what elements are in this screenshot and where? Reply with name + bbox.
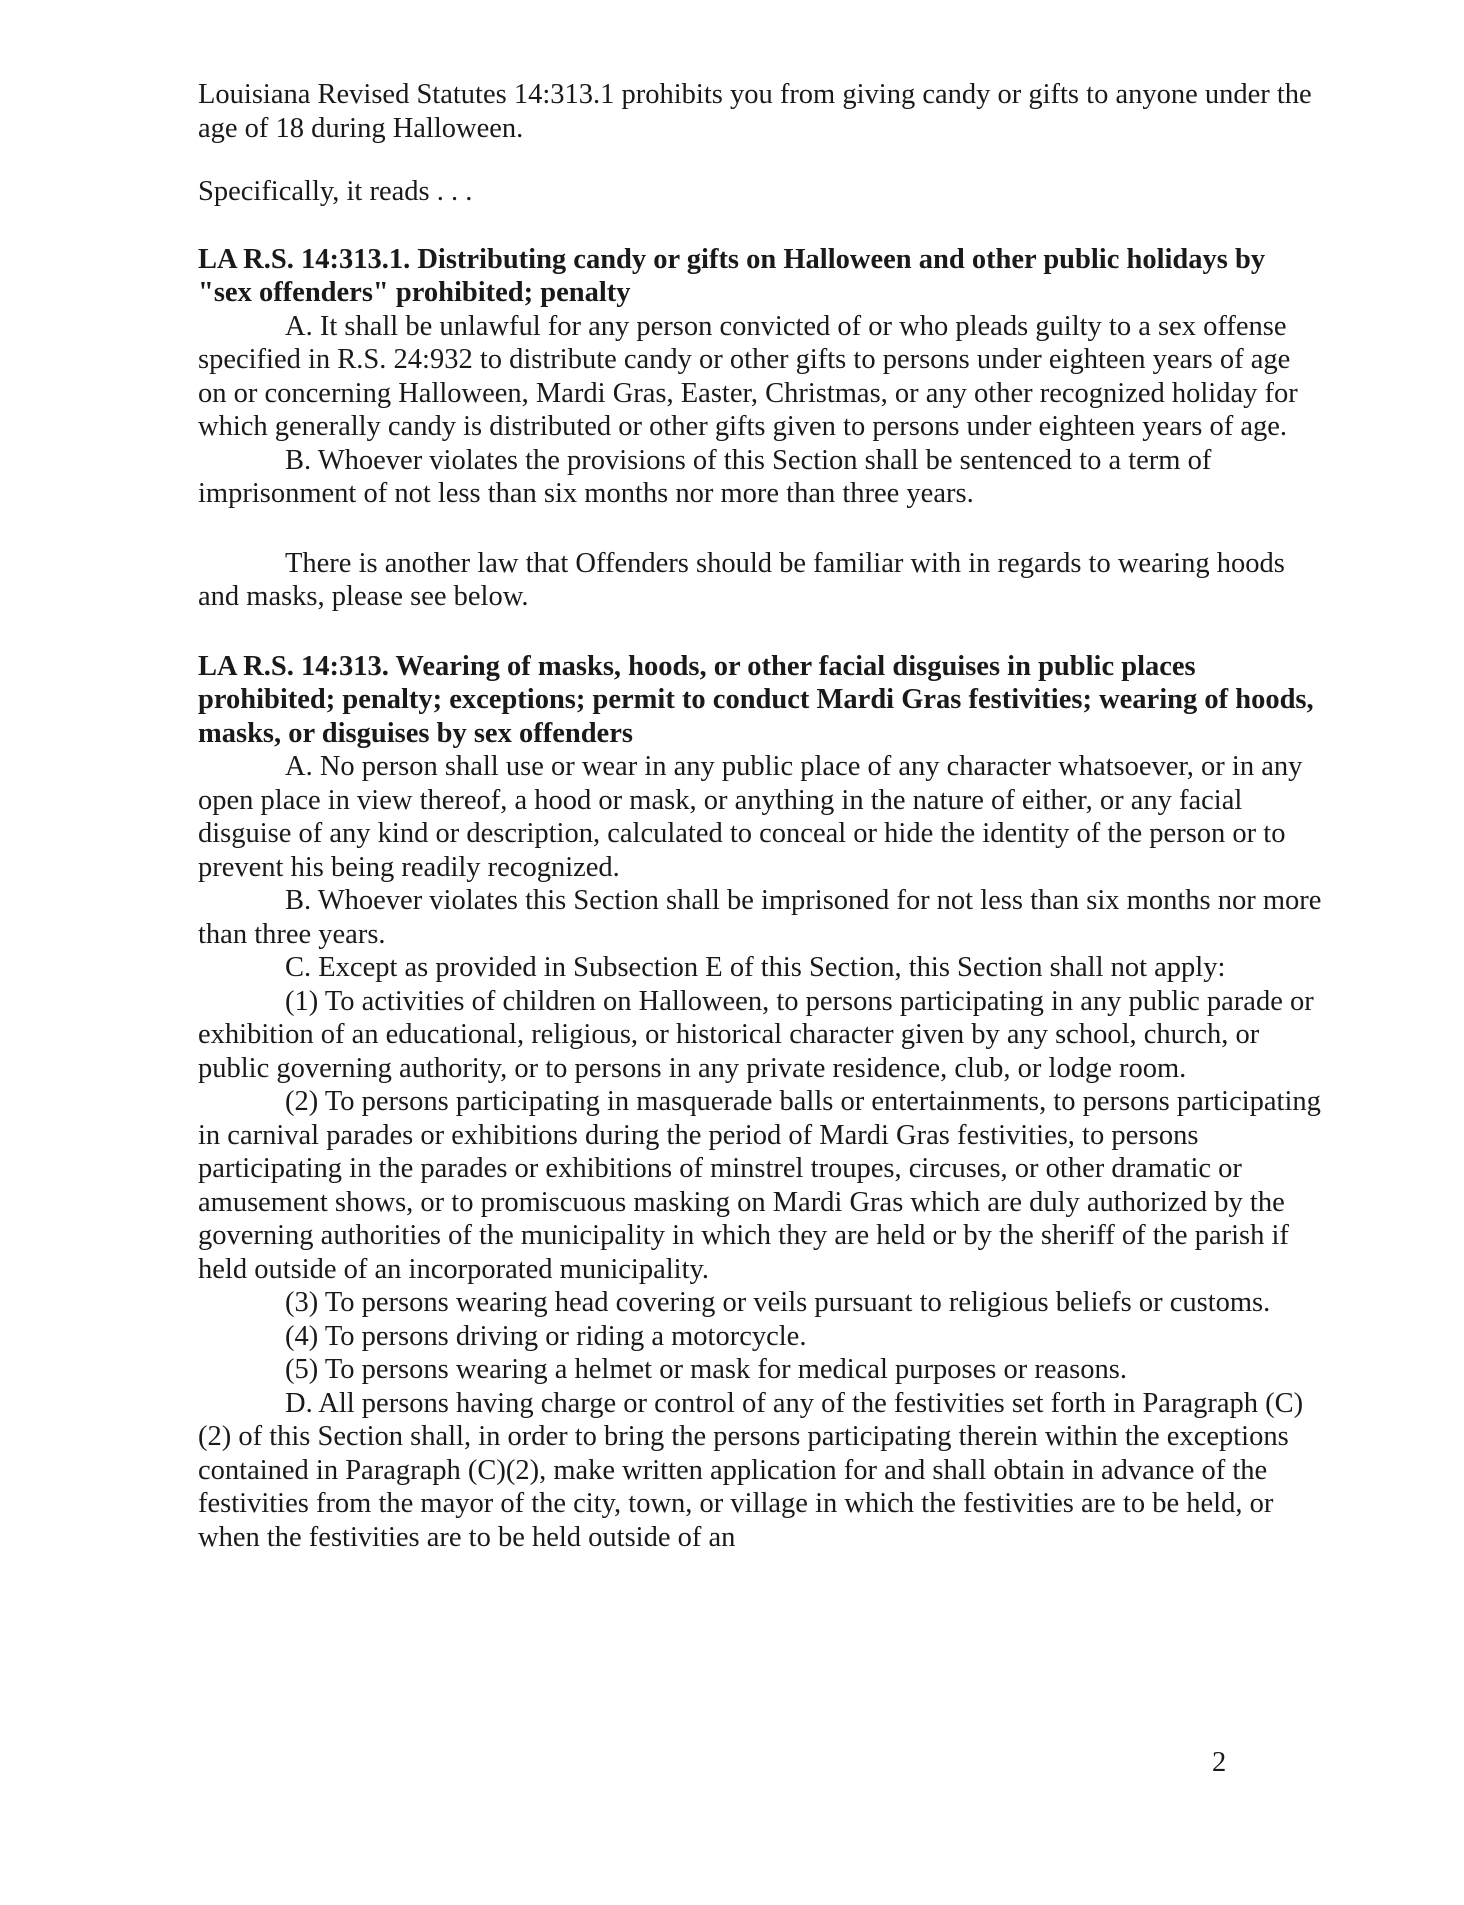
statute-2-para-c3: (3) To persons wearing head covering or veils pursuant to religious beliefs or customs. — [285, 1287, 1271, 1318]
statute-2-para-c1: (1) To activities of children on Halloween, to persons participating in any public parade or exhibition of an educational, religious, or historical character given by any school, church, or public governing authority, or to persons in any private residence, club, or lodge room. — [198, 985, 1314, 1084]
page-number: 2 — [1212, 1747, 1227, 1778]
statute-2-para-d: D. All persons having charge or control of any of the festivities set forth in Paragraph (C)(2) of this Section shall, in order to bring the persons participating therein within the exceptions contained in Paragraph (C)(2), make written application for and shall obtain in advance of the festivities from the mayor of the city, town, or village in which the festivities are to be held, or when the festivities are to be held outside of an — [198, 1387, 1304, 1553]
statute-1-para-a: A. It shall be unlawful for any person convicted of or who pleads guilty to a sex offense specified in R.S. 24:932 to distribute candy or other gifts to persons under eighteen years of age on or concerning Halloween, Mardi Gras, Easter, Christmas, or any other recognized holiday for which generally candy is distributed or other gifts given to persons under eighteen years of age. — [198, 310, 1298, 442]
intro-paragraph: Louisiana Revised Statutes 14:313.1 prohibits you from giving candy or gifts to anyone under the age of 18 during Halloween. — [198, 79, 1312, 144]
transition-paragraph: There is another law that Offenders should be familiar with in regards to wearing hoods and masks, please see below. — [198, 547, 1285, 612]
statute-2-para-c4: (4) To persons driving or riding a motorcycle. — [285, 1320, 807, 1352]
statute-2-heading: LA R.S. 14:313. Wearing of masks, hoods, or other facial disguises in public places prohibited; penalty; exceptions; permit to conduct Mardi Gras festivities; wearing of hoods, masks, or disguises by sex offenders — [198, 650, 1314, 749]
document-page — [198, 78, 1323, 1554]
statute-1-heading: LA R.S. 14:313.1. Distributing candy or gifts on Halloween and other public holidays by "sex offenders" prohibited; penalty — [198, 243, 1266, 308]
statute-2-para-c: C. Except as provided in Subsection E of this Section, this Section shall not apply: — [285, 952, 1226, 983]
statute-2-para-c5: (5) To persons wearing a helmet or mask for medical purposes or reasons. — [285, 1354, 1127, 1385]
intro-lead-in: Specifically, it reads . . . — [198, 176, 473, 207]
statute-2-para-b: B. Whoever violates this Section shall be imprisoned for not less than six months nor more than three years. — [198, 885, 1322, 950]
statute-2-para-a: A. No person shall use or wear in any public place of any character whatsoever, or in any open place in view thereof, a hood or mask, or anything in the nature of either, or any facial disguise of any kind or description, calculated to conceal or hide the identity of the person or to prevent his being readily recognized. — [198, 751, 1303, 883]
statute-2-para-c2: (2) To persons participating in masquerade balls or entertainments, to persons participating in carnival parades or exhibitions during the period of Mardi Gras festivities, to persons participating in the parades or exhibitions of minstrel troupes, circuses, or other dramatic or amusement shows, or to promiscuous masking on Mardi Gras which are duly authorized by the governing authorities of the municipality in which they are held or by the sheriff of the parish if held outside of an incorporated municipality. — [198, 1086, 1321, 1285]
statute-1-para-b: B. Whoever violates the provisions of this Section shall be sentenced to a term of imprisonment of not less than six months nor more than three years. — [198, 444, 1212, 509]
